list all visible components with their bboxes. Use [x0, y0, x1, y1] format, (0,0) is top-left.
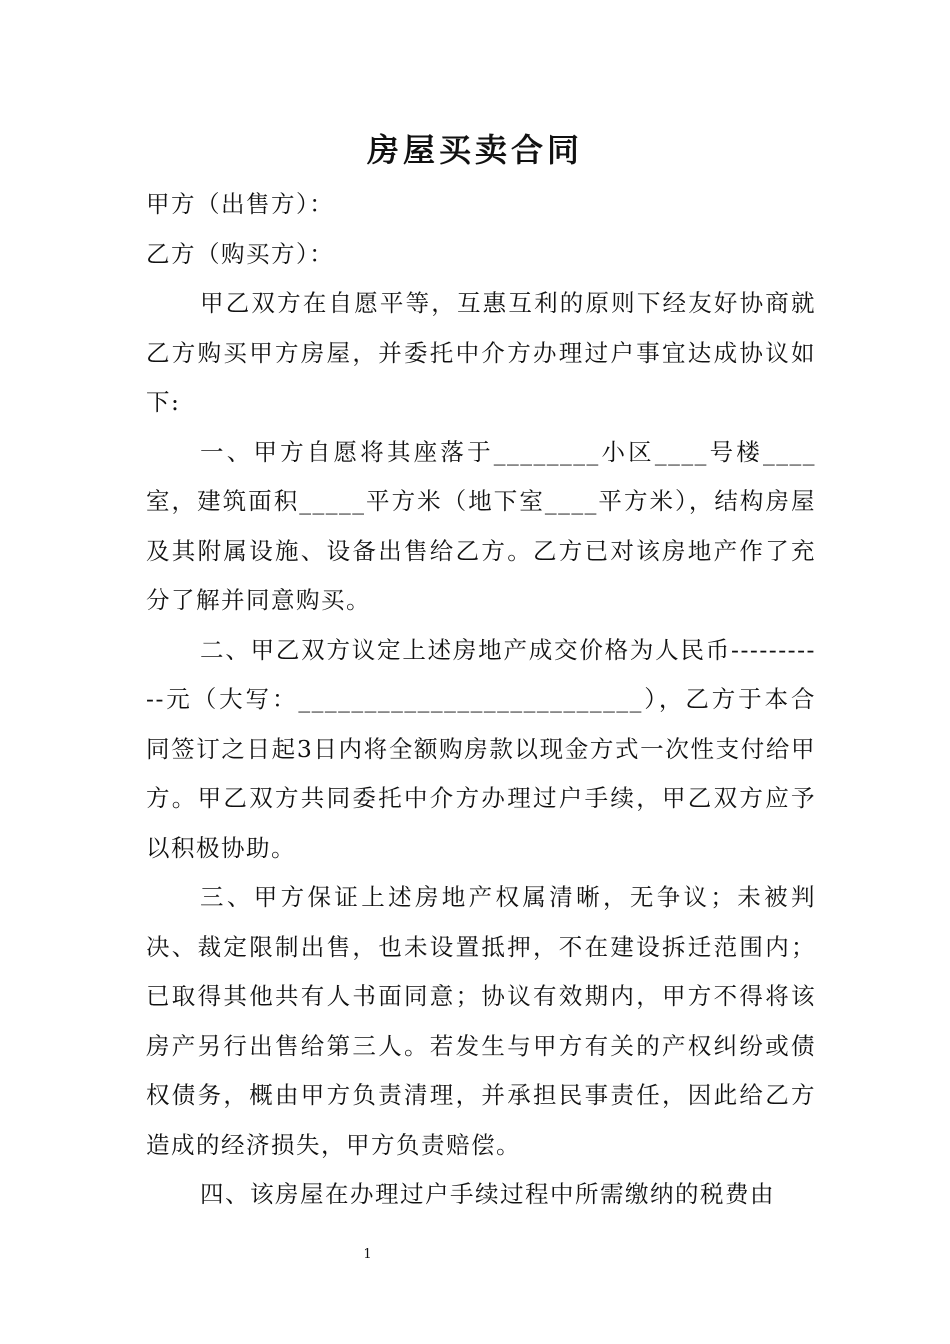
- clause-4-paragraph: 四、该房屋在办理过户手续过程中所需缴纳的税费由: [200, 1180, 776, 1208]
- party-a-line: 甲方（出售方）：: [146, 190, 335, 218]
- party-b-line: 乙方（购买方）：: [146, 239, 335, 268]
- document-body: [146, 180, 816, 1220]
- document-title: 房屋买卖合同: [366, 131, 583, 169]
- clause-1-paragraph: 一、甲方自愿将其座落于________小区____号楼____室，建筑面积_____平方米（地下室____平方米），结构房屋及其附属设施、设备出售给乙方。乙方已对该房地产作了充分了解并同意购买。: [146, 437, 816, 614]
- preamble-paragraph: 甲乙双方在自愿平等，互惠互利的原则下经友好协商就乙方购买甲方房屋，并委托中介方办理过户事宜达成协议如下:: [146, 289, 816, 416]
- clause-2-paragraph: 二、甲乙双方议定上述房地产成交价格为人民币-----------元（大写：__________________________），乙方于本合同签订之日起3日内将全额购房款以现金方式一次性支付给甲方。甲乙双方共同委托中介方办理过户手续，甲乙双方应予以积极协助。: [146, 635, 816, 862]
- clause-3-paragraph: 三、甲方保证上述房地产权属清晰，无争议；未被判决、裁定限制出售，也未设置抵押，不在建设拆迁范围内；已取得其他共有人书面同意；协议有效期内，甲方不得将该房产另行出售给第三人。若发生与甲方有关的产权纠纷或债权债务，概由甲方负责清理，并承担民事责任，因此给乙方造成的经济损失，甲方负责赔偿。: [146, 883, 816, 1159]
- page-number: 1: [363, 1247, 372, 1262]
